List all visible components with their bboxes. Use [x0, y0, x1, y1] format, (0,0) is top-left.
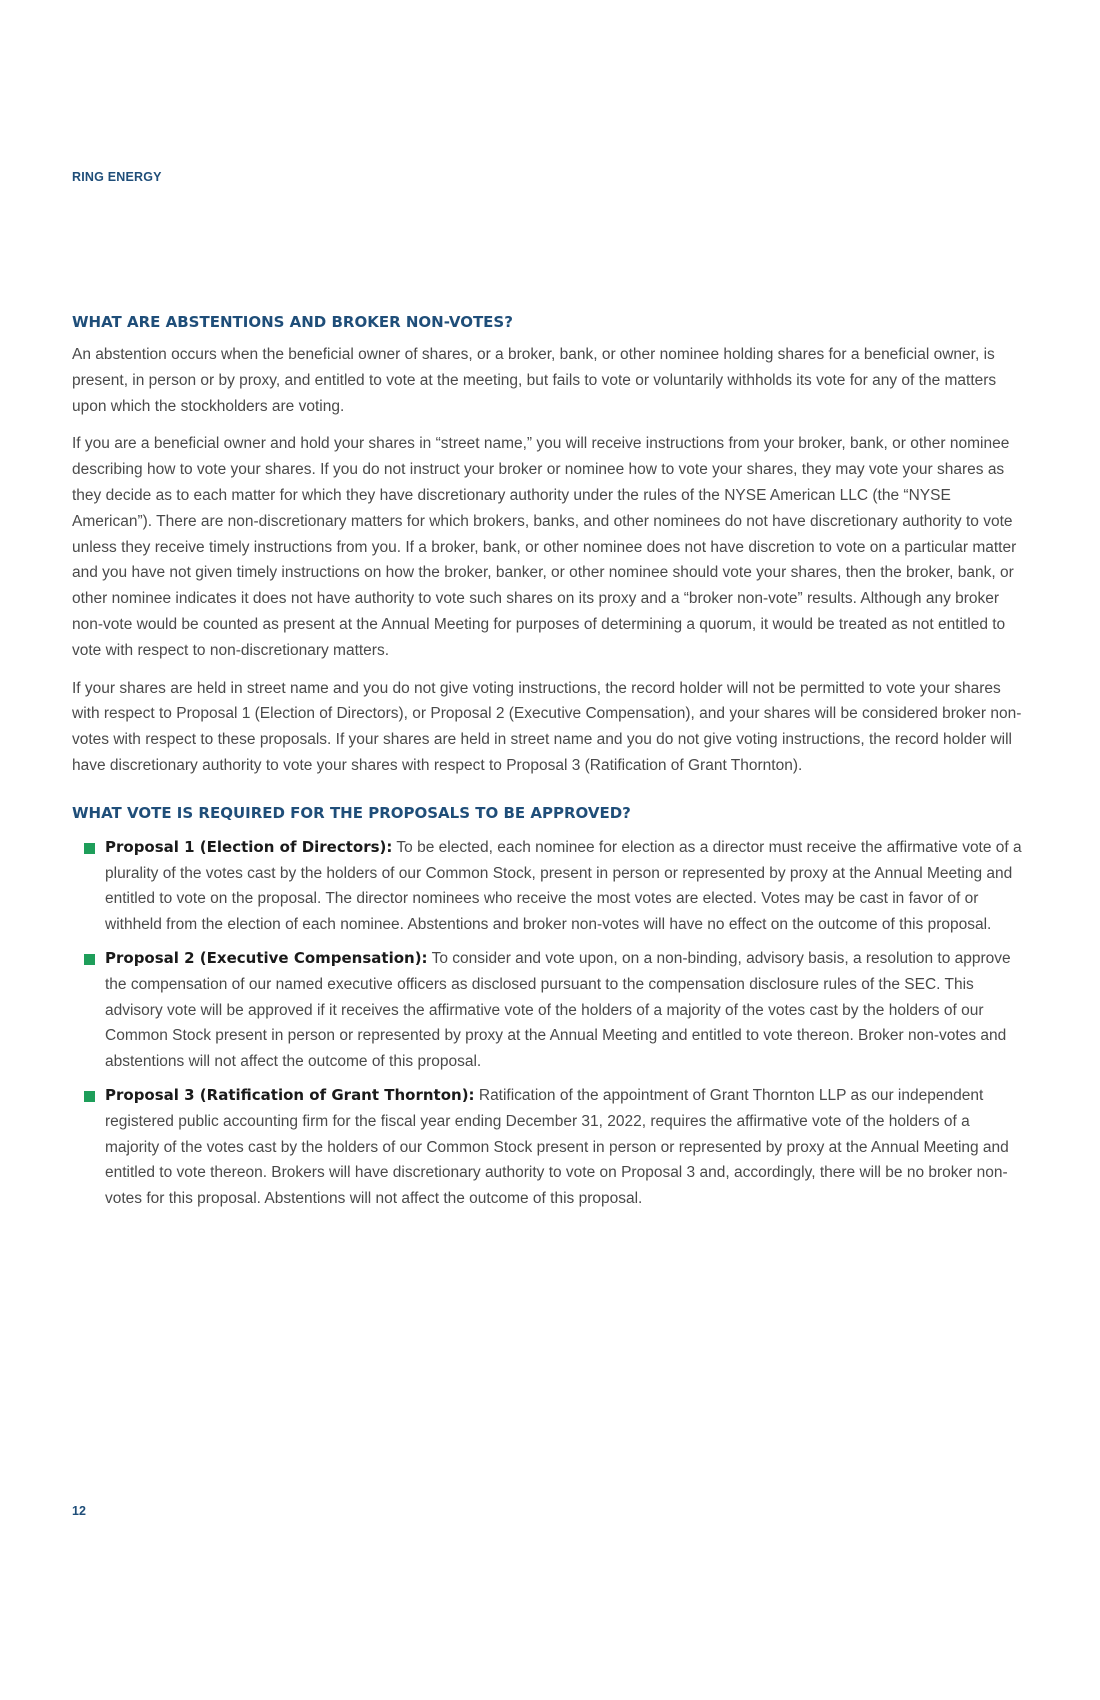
section-heading-vote-required: WHAT VOTE IS REQUIRED FOR THE PROPOSALS TO BE APPROVED?: [72, 803, 631, 822]
proposal-2-text: To consider and vote upon, on a non-binding, advisory basis, a resolution to approve the compensation of our named executive officers as disclosed pursuant to the compensation disclosure rules of the SEC. This advisory vote will be approved if it receives the affirmative vote of the holders of a majority of the votes cast by the holders of our Common Stock present in person or represented by proxy at the Annual Meeting and entitled to vote thereon. Broker non-votes and abstentions will not affect the outcome of this proposal.: [105, 949, 1011, 1071]
list-item-proposal-2: [72, 946, 1027, 1075]
list-item-proposal-3: [72, 1083, 1027, 1212]
proposal-list: [72, 835, 1027, 1212]
proposal-1-title: Proposal 1 (Election of Directors):: [105, 837, 393, 856]
paragraph-voting-instructions: If your shares are held in street name and you do not give voting instructions, the record holder will not be permitted to vote your shares with respect to Proposal 1 (Election of Directors), or Proposal 2 (Executive Compensation), and your shares will be considered broker non-votes with respect to these proposals. If your shares are held in street name and you do not give voting instructions, the record holder will have discretionary authority to vote your shares with respect to Proposal 3 (Ratification of Grant Thornton).: [72, 679, 1022, 774]
square-bullet-icon: [84, 954, 95, 965]
paragraph-street-name: If you are a beneficial owner and hold your shares in “street name,” you will receive instructions from your broker, bank, or other nominee describing how to vote your shares. If you do not instruct your broker or nominee how to vote your shares, they may vote your shares as they decide as to each matter for which they have discretionary authority under the rules of the NYSE American LLC (the “NYSE American”). There are non-discretionary matters for which brokers, banks, and other nominees do not have discretionary authority to vote unless they receive timely instructions from you. If a broker, bank, or other nominee does not have discretion to vote on a particular matter and you have not given timely instructions on how the broker, banker, or other nominee should vote your shares, then the broker, bank, or other nominee indicates it does not have authority to vote such shares on its proxy and a “broker non-vote” results. Although any broker non-vote would be counted as present at the Annual Meeting for purposes of determining a quorum, it would be treated as not entitled to vote with respect to non-discretionary matters.: [72, 435, 1017, 659]
paragraph-abstention-definition: An abstention occurs when the beneficial owner of shares, or a broker, bank, or other nominee holding shares for a beneficial owner, is present, in person or by proxy, and entitled to vote at the meeting, but fails to vote or voluntarily withholds its vote for any of the matters upon which the stockholders are voting.: [72, 346, 997, 415]
proposal-3-text: Ratification of the appointment of Grant Thornton LLP as our independent registered public accounting firm for the fiscal year ending December 31, 2022, requires the affirmative vote of the holders of a majority of the votes cast by the holders of our Common Stock present in person or represented by proxy at the Annual Meeting and entitled to vote thereon. Brokers will have discretionary authority to vote on Proposal 3 and, accordingly, there will be no broker non-votes for this proposal. Abstentions will not affect the outcome of this proposal.: [105, 1086, 1009, 1208]
main-content: [72, 312, 1027, 1220]
proposal-3-title: Proposal 3 (Ratification of Grant Thornton):: [105, 1085, 475, 1104]
square-bullet-icon: [84, 843, 95, 854]
proposal-1-text: To be elected, each nominee for election as a director must receive the affirmative vote of a plurality of the votes cast by the holders of our Common Stock, present in person or represented by proxy at the Annual Meeting and entitled to vote on the proposal. The director nominees who receive the most votes are elected. Votes may be cast in favor of or withheld from the election of each nominee. Abstentions and broker non-votes will have no effect on the outcome of this proposal.: [105, 838, 1022, 934]
proposal-2-title: Proposal 2 (Executive Compensation):: [105, 948, 428, 967]
square-bullet-icon: [84, 1091, 95, 1102]
page-number: 12: [72, 1504, 86, 1518]
list-item-proposal-1: [72, 835, 1027, 938]
running-header-company: RING ENERGY: [72, 170, 162, 184]
section-heading-abstentions: WHAT ARE ABSTENTIONS AND BROKER NON-VOTES?: [72, 313, 513, 331]
